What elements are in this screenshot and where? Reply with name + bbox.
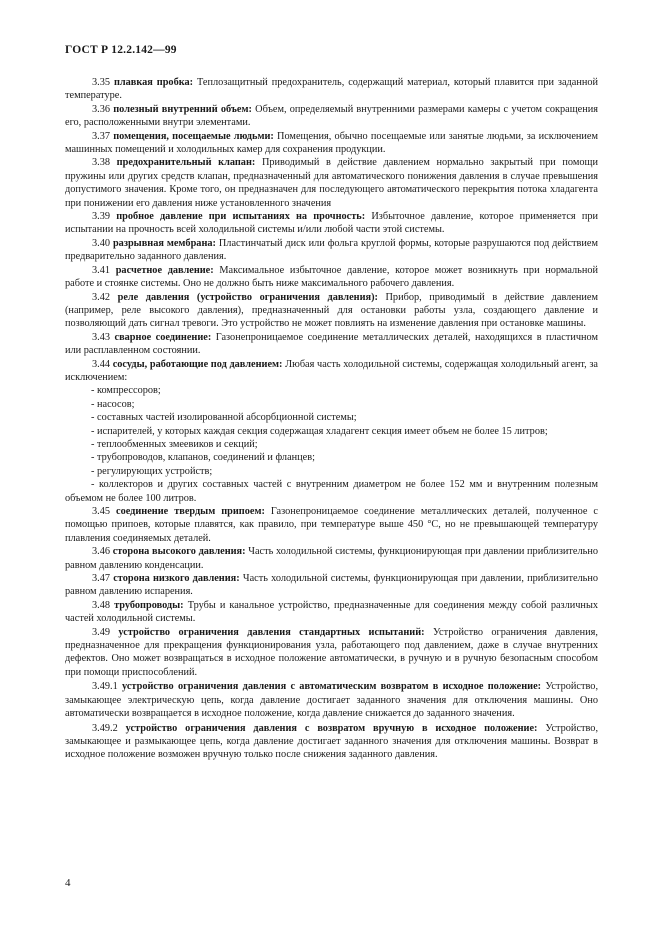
entry-3-36: 3.36 полезный внутренний объем: Объем, определяемый внутренними размерами камеры с учетом сокращения его, расположенными внутри элементами.: [65, 103, 598, 129]
entry-3-38: 3.38 предохранительный клапан: Приводимый в действие давлением нормально закрытый при помощи пружины или других средств клапан, предназначенный для автоматического понижения давления в случае превышения допустимого значения. Кроме того, он предназначен для последующего автоматического перекрытия потока хладагента при понижении его давления ниже установленного значения: [65, 157, 598, 209]
list-item: - регулирующих устройств;: [91, 465, 213, 477]
entry-3-35: 3.35 плавкая пробка: Теплозащитный предохранитель, содержащий материал, который плавится при заданной температуре.: [65, 77, 599, 102]
list-item: - насосов;: [91, 398, 135, 410]
list-item: - составных частей изолированной абсорбционной системы;: [91, 412, 357, 424]
entry-3-45: 3.45 соединение твердым припоем: Газонепроницаемое соединение металлических деталей, полученное с помощью припоев, которые плавятся, как правило, при температуре выше 450 °С, но не превышающей температуру плавления соединяемых деталей.: [65, 506, 598, 544]
entry-3-39: 3.39 пробное давление при испытаниях на прочность: Избыточное давление, которое применяется при испытании на прочность всей холодильной системы и/или любой части этой системы.: [65, 211, 599, 236]
entry-3-41: 3.41 расчетное давление: Максимальное избыточное давление, которое может возникнуть при нормальной работе и стоянке системы. Оно не должно быть ниже максимального рабочего давления.: [65, 264, 599, 290]
document-body: [65, 76, 598, 762]
entry-3-37: 3.37 помещения, посещаемые людьми: Помещения, обычно посещаемые или занятые людьми, за исключением машинных помещений и холодильных камер для сохранения продукции.: [65, 130, 598, 156]
entry-3-48: 3.48 трубопроводы: Трубы и канальное устройство, предназначенные для соединения между собой различных частей холодильной системы.: [65, 599, 599, 625]
entry-3-49-1: 3.49.1 устройство ограничения давления с автоматическим возвратом в исходное положение: Устройство, замыкающее электрическую цепь, когда давление достигает заданного значения для отключения машины. Оно автоматически возвращается в исходное положение, когда давление снижается до заданного значения.: [65, 681, 599, 720]
list-item: - теплообменных змеевиков и секций;: [91, 438, 258, 450]
entry-3-44: 3.44 сосуды, работающие под давлением: Любая часть холодильной системы, содержащая холодильный агент, за исключением:: [65, 358, 599, 383]
entry-3-49-2: 3.49.2 устройство ограничения давления с возвратом вручную в исходное положение: Устройство, замыкающее и размыкающее цепь, когда давление достигает заданного значения для отключения машины. Возврат в исходное положение возможен вручную только после снижения заданного давления.: [65, 722, 599, 761]
entry-3-42: 3.42 реле давления (устройство ограничения давления): Прибор, приводимый в действие давлением (например, реле высокого давления), предназначенный для остановки работы узла, создающего давление и позволяющий дать сигнал тревоги. Это устройство не может повлиять на изменение давления при остановке машины.: [65, 291, 598, 330]
entry-3-47: 3.47 сторона низкого давления: Часть холодильной системы, функционирующая при давлении, приблизительно равном давлению испарения.: [65, 573, 599, 598]
entry-3-49: 3.49 устройство ограничения давления стандартных испытаний: Устройство ограничения давления, предназначенное для прекращения функционирования узла, работающего под давлением, даже в случае внутренних дефектов. Оно может возвращаться в исходное положение автоматически, в ручную и в ручную безопасным способом при помощи приспособлений.: [65, 626, 598, 678]
entry-3-43: 3.43 сварное соединение: Газонепроницаемое соединение металлических деталей, находящихся в пластичном или расплавленном состоянии.: [65, 331, 598, 357]
entry-3-40: 3.40 разрывная мембрана: Пластинчатый диск или фольга круглой формы, которые разрушаются под действием предварительно заданного давления.: [65, 237, 598, 263]
entry-3-46: 3.46 сторона высокого давления: Часть холодильной системы, функционирующая при давлении приблизительно равном давлению конденсации.: [65, 546, 598, 571]
document-header: ГОСТ Р 12.2.142—99: [65, 44, 177, 56]
list-item: - трубопроводов, клапанов, соединений и фланцев;: [91, 452, 315, 464]
page-number: 4: [65, 877, 71, 889]
list-item: - компрессоров;: [91, 385, 161, 397]
list-item: - испарителей, у которых каждая секция содержащая хладагент секция имеет объем не более 15 литров;: [91, 425, 548, 437]
list-item: - коллекторов и других составных частей с внутренним диаметром не более 152 мм и внутренним полезным объемом не более 100 литров.: [65, 479, 598, 504]
